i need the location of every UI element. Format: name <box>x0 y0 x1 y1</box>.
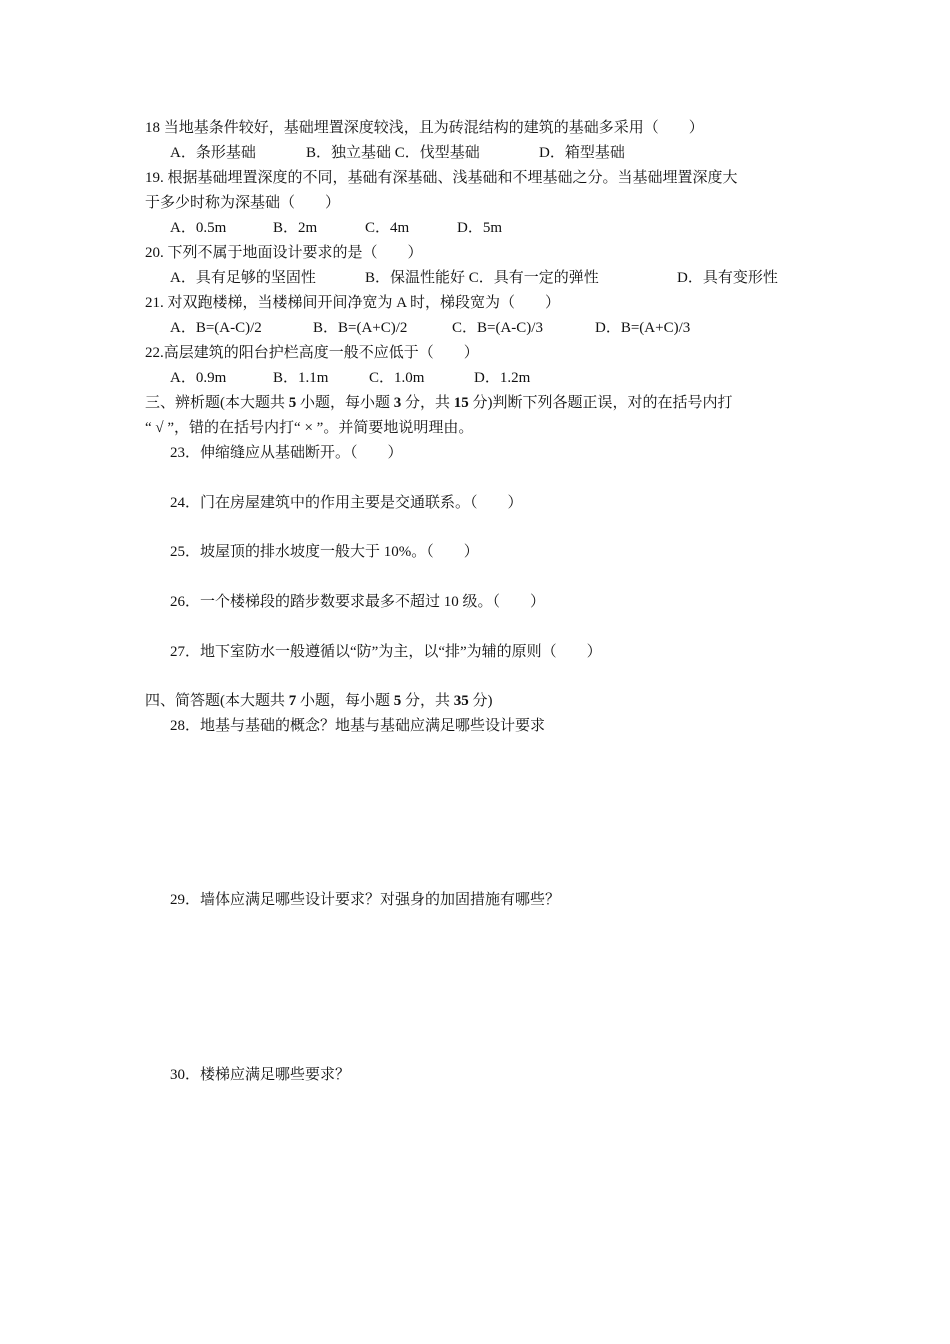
option-b: B．B=(A+C)/2 <box>313 320 408 336</box>
question-19-options <box>170 218 502 238</box>
question-20-options <box>170 268 778 288</box>
option-d: D．B=(A+C)/3 <box>595 320 691 336</box>
question-20-stem: 20. 下列不属于地面设计要求的是（ ） <box>145 245 423 261</box>
question-23: 23．伸缩缝应从基础断开。（ ） <box>170 445 403 461</box>
question-18-options <box>170 143 625 163</box>
option-b-c: B．独立基础 C．伐型基础 <box>306 145 480 161</box>
section-3-instructions: “ √ ”，错的在括号内打“ × ”。并简要地说明理由。 <box>145 420 474 436</box>
option-d: D．1.2m <box>474 370 531 386</box>
option-d: D．箱型基础 <box>539 145 625 161</box>
option-a: A．0.9m <box>170 370 227 386</box>
option-c: C．4m <box>365 220 410 236</box>
question-28: 28．地基与基础的概念？地基与基础应满足哪些设计要求 <box>170 718 546 734</box>
option-a: A．条形基础 <box>170 145 256 161</box>
question-21-stem: 21. 对双跑楼梯，当楼梯间开间净宽为 A 时，梯段宽为（ ） <box>145 295 561 311</box>
option-c: C．B=(A-C)/3 <box>452 320 543 336</box>
question-29: 29．墙体应满足哪些设计要求？对强身的加固措施有哪些？ <box>170 892 561 908</box>
question-18-stem: 18 当地基条件较好，基础埋置深度较浅，且为砖混结构的建筑的基础多采用（ ） <box>145 120 704 136</box>
question-21-options <box>170 318 690 338</box>
question-30: 30．楼梯应满足哪些要求？ <box>170 1067 351 1083</box>
question-26: 26．一个楼梯段的踏步数要求最多不超过 10 级。（ ） <box>170 594 546 610</box>
option-b: B．2m <box>273 220 318 236</box>
option-b: B．1.1m <box>273 370 329 386</box>
section-4-heading: 四、简答题(本大题共 7 小题，每小题 5 分，共 35 分) <box>145 693 493 709</box>
option-d: D．具有变形性 <box>677 270 778 286</box>
question-19-stem-line1: 19. 根据基础埋置深度的不同，基础有深基础、浅基础和不埋基础之分。当基础埋置深度大 <box>145 170 738 186</box>
section-3-heading: 三、辨析题(本大题共 5 小题，每小题 3 分，共 15 分)判断下列各题正误，对的在括号内打 <box>145 395 733 411</box>
option-a: A．B=(A-C)/2 <box>170 320 262 336</box>
option-d: D．5m <box>457 220 503 236</box>
option-a: A．具有足够的坚固性 <box>170 270 316 286</box>
question-22-options <box>170 368 530 388</box>
option-a: A．0.5m <box>170 220 227 236</box>
option-b-c: B．保温性能好 C．具有一定的弹性 <box>365 270 599 286</box>
question-27: 27．地下室防水一般遵循以“防”为主，以“排”为辅的原则（ ） <box>170 644 602 660</box>
question-19-stem-line2: 于多少时称为深基础（ ） <box>145 195 341 211</box>
question-24: 24．门在房屋建筑中的作用主要是交通联系。（ ） <box>170 495 523 511</box>
question-25: 25．坡屋顶的排水坡度一般大于 10%。（ ） <box>170 544 479 560</box>
option-c: C．1.0m <box>369 370 425 386</box>
question-22-stem: 22.高层建筑的阳台护栏高度一般不应低于（ ） <box>145 345 479 361</box>
